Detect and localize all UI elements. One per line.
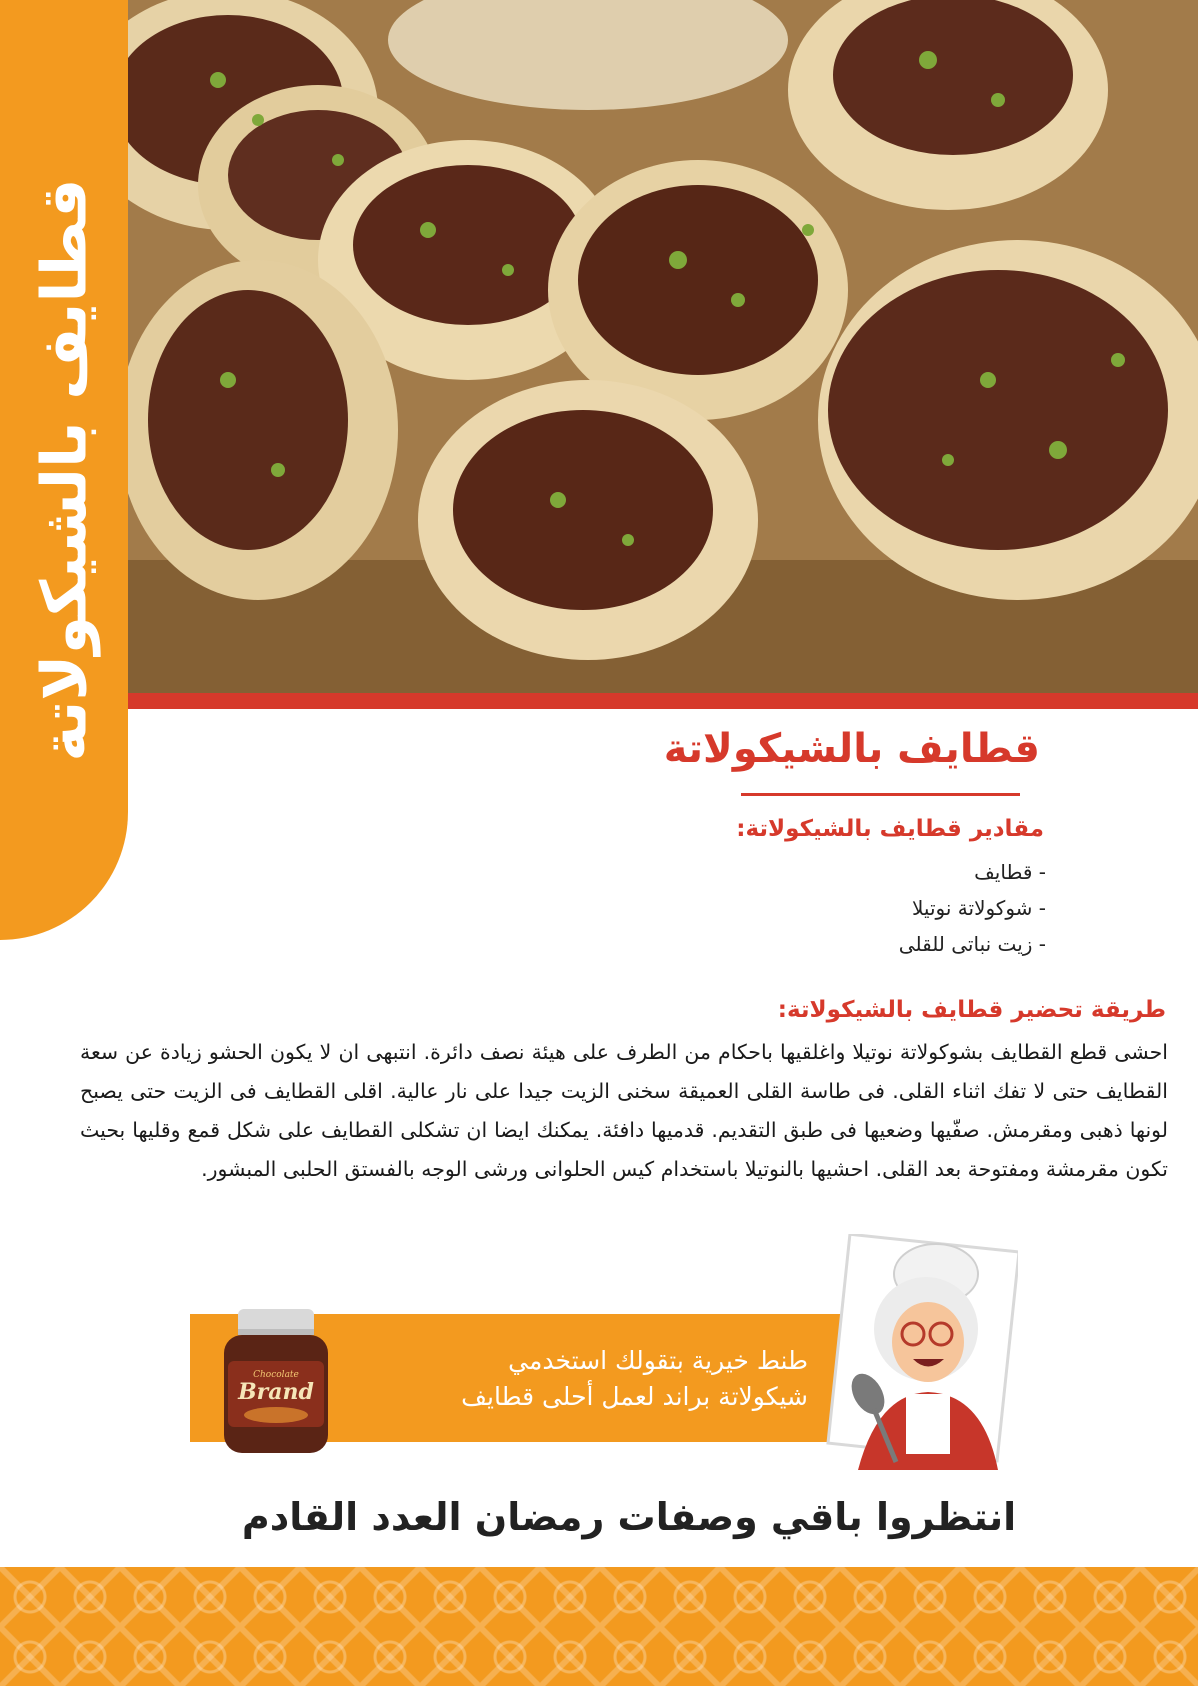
ingredients-heading: مقادير قطايف بالشيكولاتة: (736, 816, 1044, 842)
ingredient-item: - شوكولاتة نوتيلا (911, 896, 1046, 920)
photo-divider (128, 693, 1198, 709)
ingredient-item: - زيت نباتى للقلى (898, 932, 1046, 956)
hero-photo-qatayef (128, 0, 1198, 693)
qatayef-piece (418, 380, 758, 660)
decorative-pattern-band (0, 1567, 1198, 1686)
promo-line-1: طنط خيرية بتقولك استخدمي (508, 1346, 808, 1375)
footer-announcement: انتظروا باقي وصفات رمضان العدد القادم (241, 1495, 1017, 1539)
promo-line-2: شيكولاتة براند لعمل أحلى قطايف (461, 1382, 808, 1411)
ingredients-list (899, 854, 1046, 962)
promo-banner-text (461, 1343, 808, 1415)
title-underline (741, 793, 1020, 796)
qatayef-piece (128, 260, 398, 600)
grandma-mascot-illustration (818, 1234, 1018, 1470)
jar-label-top: Chocolate (253, 1370, 299, 1380)
side-title-band (0, 0, 128, 940)
method-text: احشى قطع القطايف بشوكولاتة نوتيلا واغلقيها باحكام من الطرف على هيئة نصف دائرة. انتبهى ان لا يكون الحشو زيادة عن سعة القطايف حتى لا تفك اثناء القلى. فى طاسة القلى العميقة سخنى الزيت جيدا على نار عالية. اقلى القطايف فى الزيت حتى يصبح لونها ذهبى ومقرمش. صفّيها وضعيها فى طبق التقديم. قدميها دافئة. يمكنك ايضا ان تشكلى القطايف على شكل قمع وقليها بحيث تكون مقرمشة ومفتوحة بعد القلى. احشيها بالنوتيلا باستخدام كيس الحلوانى ورشى الوجه بالفستق الحلبى المبشور. (80, 1040, 1168, 1181)
chocolate-jar-image (220, 1307, 332, 1457)
jar-brand: Brand (238, 1379, 314, 1405)
method-heading: طريقة تحضير قطايف بالشيكولاتة: (777, 997, 1166, 1023)
recipe-title: قطايف بالشيكولاتة (663, 726, 1040, 772)
ingredient-item: - قطايف (974, 860, 1046, 884)
side-title: قطايف بالشيكولاتة (27, 178, 101, 762)
